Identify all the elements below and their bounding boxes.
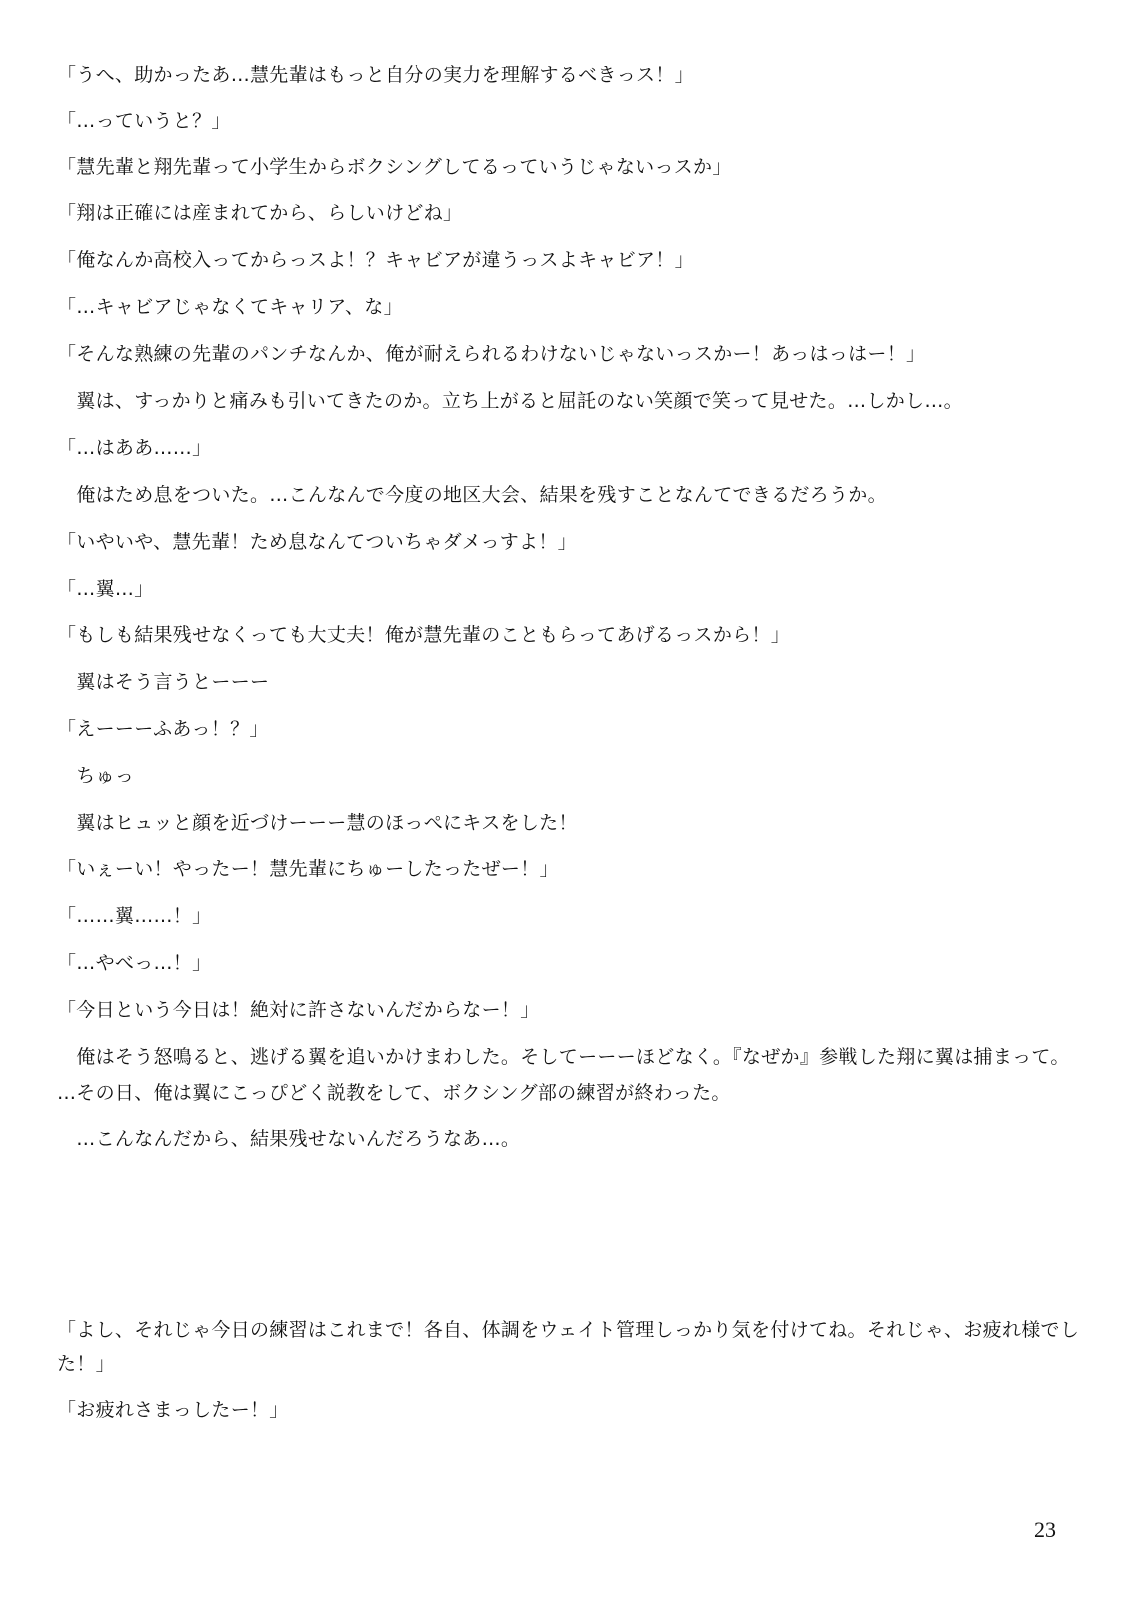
text-line: 「もしも結果残せなくっても大丈夫！俺が慧先輩のこともらってあげるっスから！」	[57, 624, 791, 646]
text-line: …その日、俺は翼にこっぴどく説教をして、ボクシング部の練習が終わった。	[57, 1082, 731, 1104]
text-line: 「慧先輩と翔先輩って小学生からボクシングしてるっていうじゃないっスか」	[57, 156, 732, 178]
text-line: 翼はヒュッと顔を近づけーーー慧のほっぺにキスをした！	[57, 812, 578, 834]
text-line: 「俺なんか高校入ってからっスよ！？キャビアが違うっスよキャビア！」	[57, 249, 694, 271]
text-line: 「えーーーふあっ！？」	[57, 718, 269, 740]
text-line: 「お疲れさまっしたー！」	[57, 1399, 289, 1421]
text-line: 「よし、それじゃ今日の練習はこれまで！各自、体調をウェイト管理しっかり気を付けてね。それじゃ、お疲れ様でし	[57, 1319, 1080, 1341]
text-line: 「…はああ……」	[57, 437, 212, 459]
text-line: 「うへ、助かったあ…慧先輩はもっと自分の実力を理解するべきっス！」	[57, 64, 694, 86]
text-line: 「…翼…」	[57, 578, 154, 600]
text-line: 俺はため息をついた。…こんなんで今度の地区大会、結果を残すことなんてできるだろうか。	[57, 484, 887, 506]
text-line: 「……翼……！」	[57, 905, 212, 927]
text-line: ちゅっ	[57, 765, 135, 787]
text-line: 「そんな熟練の先輩のパンチなんか、俺が耐えられるわけないじゃないっスかー！あっはっはー！」	[57, 343, 926, 365]
text-line: 俺はそう怒鳴ると、逃げる翼を追いかけまわした。そしてーーーほどなく。『なぜか』参戦した翔に翼は捕まって。	[57, 1046, 1070, 1068]
text-line: 「いぇーい！やったー！慧先輩にちゅーしたったぜー！」	[57, 858, 559, 880]
text-line: 「翔は正確には産まれてから、らしいけどね」	[57, 202, 463, 224]
text-line: 「いやいや、慧先輩！ため息なんてついちゃダメっすよ！」	[57, 531, 577, 553]
text-line: 「…やべっ…！」	[57, 952, 212, 974]
text-line: …こんなんだから、結果残せないんだろうなあ…。	[57, 1128, 521, 1150]
text-line: た！」	[57, 1353, 115, 1375]
page-number: 23	[1034, 1517, 1056, 1542]
text-line: 翼はそう言うとーーー	[57, 671, 270, 693]
text-line: 「…キャビアじゃなくてキャリア、な」	[57, 296, 403, 318]
text-line: 「今日という今日は！絶対に許さないんだからなー！」	[57, 999, 540, 1021]
text-line: 「…っていうと？」	[57, 110, 231, 132]
text-line: 翼は、すっかりと痛みも引いてきたのか。立ち上がると屈託のない笑顔で笑って見せた。…しかし…。	[57, 390, 963, 412]
